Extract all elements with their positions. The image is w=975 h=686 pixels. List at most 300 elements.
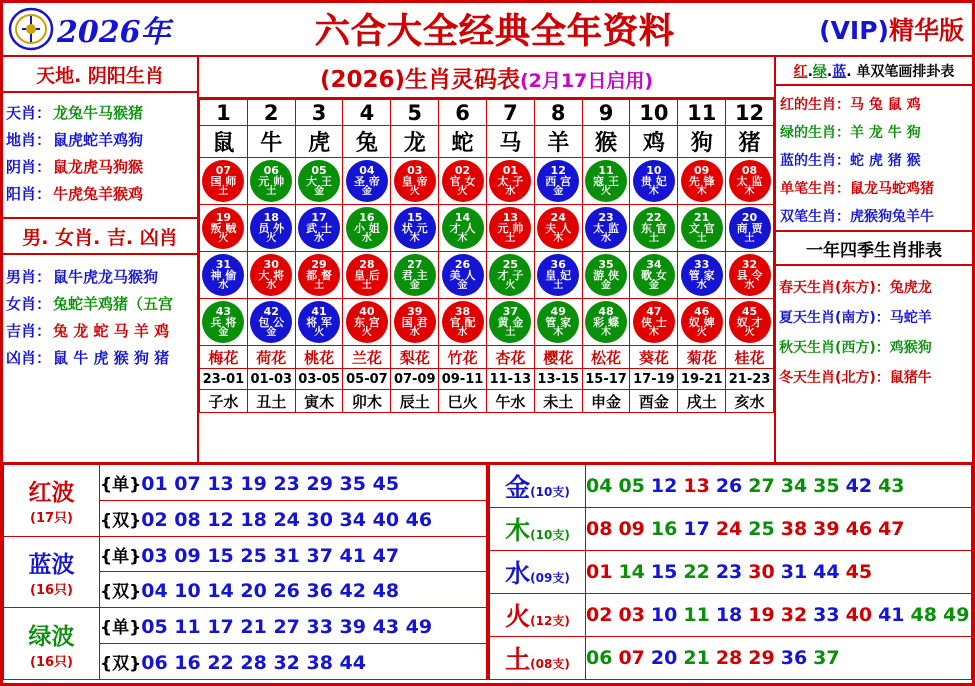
wave-label — [4, 465, 100, 537]
number: 05 — [618, 475, 645, 497]
center-panel — [199, 57, 776, 462]
ball-cell — [678, 205, 726, 252]
ball-cell — [391, 299, 439, 346]
ball-number: 42 — [263, 305, 279, 318]
ball-cell — [295, 252, 343, 299]
header-cell: 1 — [200, 100, 248, 126]
element-numbers — [586, 465, 972, 508]
number-ball[interactable] — [729, 207, 771, 249]
wave-count: (16只) — [30, 582, 73, 598]
row-value: 鼠牛虎龙马猴狗 — [53, 268, 159, 286]
number-ball[interactable] — [250, 160, 292, 202]
ball-element: 火 — [696, 327, 707, 338]
wave-row — [4, 608, 487, 644]
number: 04 — [586, 475, 613, 497]
number-ball[interactable] — [681, 254, 723, 296]
ball-cell — [726, 158, 774, 205]
ball-element: 火 — [505, 280, 516, 291]
row-value: 龙兔牛马猴猪 — [53, 104, 144, 122]
number-ball[interactable] — [537, 254, 579, 296]
ball-element: 土 — [314, 280, 325, 291]
ball-number: 19 — [215, 211, 232, 224]
number: 08 — [586, 518, 613, 540]
row-text: 红的生肖：马 兔 鼠 鸡 — [780, 97, 921, 113]
element-numbers — [586, 637, 972, 680]
time-cell: 19-21 — [678, 369, 726, 390]
number-ball[interactable] — [250, 301, 292, 343]
ball-number: 35 — [598, 258, 614, 271]
zodiac-cell: 蛇 — [439, 126, 487, 158]
zodiac-cell: 兔 — [343, 126, 391, 158]
element-cell: 丑土 — [247, 390, 295, 413]
element-cell: 卯木 — [343, 390, 391, 413]
ball-element: 水 — [266, 280, 277, 291]
ball-element: 火 — [266, 233, 277, 244]
number-ball[interactable] — [633, 254, 675, 296]
table-row-times — [200, 369, 774, 390]
left-rows-2 — [3, 255, 197, 371]
ball-title: 美 人 — [449, 269, 476, 282]
header-cell: 9 — [582, 100, 630, 126]
row-key: 天肖： — [6, 104, 52, 122]
ball-element: 木 — [553, 327, 564, 338]
ball-element: 水 — [696, 280, 707, 291]
brand-logo-icon — [7, 7, 55, 51]
ball-number: 30 — [263, 258, 279, 271]
number: 12 — [650, 475, 678, 497]
ball-element: 水 — [409, 327, 420, 338]
number-ball[interactable] — [537, 160, 579, 202]
number: 17 — [683, 518, 710, 540]
ball-number: 40 — [359, 305, 375, 318]
number-ball[interactable] — [346, 160, 388, 202]
element-name: 金 — [505, 473, 531, 502]
flower-cell: 梅花 — [200, 346, 248, 369]
zodiac-cell: 猴 — [582, 126, 630, 158]
lucky-code-table — [199, 99, 774, 413]
ball-number: 27 — [407, 258, 423, 271]
element-row — [490, 508, 972, 551]
year-label: 2026年 — [57, 15, 171, 50]
number-ball[interactable] — [202, 254, 244, 296]
ball-cell — [200, 158, 248, 205]
season-row: 冬天生肖(北方)：鼠猪牛 — [779, 370, 932, 386]
left-rows-1 — [3, 93, 197, 217]
ball-number: 10 — [646, 164, 662, 177]
ball-cell — [726, 205, 774, 252]
number-ball[interactable] — [681, 301, 723, 343]
zodiac-cell: 羊 — [534, 126, 582, 158]
ball-element: 金 — [218, 327, 229, 338]
wave-label — [4, 536, 100, 608]
right-rows-1 — [776, 86, 972, 230]
ball-title: 奴 婢 — [688, 316, 715, 329]
ball-cell — [343, 252, 391, 299]
left-row — [3, 180, 197, 207]
time-cell: 07-09 — [391, 369, 439, 390]
row-key: 男肖： — [6, 268, 52, 286]
number-ball[interactable] — [537, 207, 579, 249]
number: 22 — [683, 561, 710, 583]
number-ball[interactable] — [681, 160, 723, 202]
number-ball[interactable] — [537, 301, 579, 343]
right-row — [776, 174, 972, 202]
number: 28 — [715, 647, 743, 669]
ball-number: 37 — [502, 305, 519, 318]
title-part-blue: 蓝 — [832, 64, 847, 80]
number: 15 — [650, 561, 678, 583]
ball-element: 木 — [744, 186, 755, 197]
ball-title: 彩 蝶 — [593, 316, 619, 329]
flower-cell: 樱花 — [534, 346, 582, 369]
parity-tag: {双} — [100, 510, 142, 531]
ball-title: 奴 才 — [736, 316, 763, 329]
ball-number: 18 — [263, 211, 279, 224]
element-cell: 巳火 — [439, 390, 487, 413]
number-ball[interactable] — [202, 160, 244, 202]
ball-title: 官 配 — [449, 316, 476, 329]
zodiac-cell: 猪 — [726, 126, 774, 158]
number-ball[interactable] — [250, 254, 292, 296]
ball-number: 49 — [550, 305, 566, 318]
left-row — [3, 99, 197, 126]
flower-cell: 菊花 — [678, 346, 726, 369]
parity-tag: {双} — [100, 582, 142, 603]
row-value: 鼠龙虎马狗猴 — [53, 158, 144, 176]
flower-cell: 兰花 — [343, 346, 391, 369]
number-ball[interactable] — [346, 207, 388, 249]
ball-title: 皇 妃 — [545, 269, 572, 282]
element-row — [490, 551, 972, 594]
number-ball[interactable] — [298, 160, 340, 202]
ball-number: 28 — [359, 258, 375, 271]
ball-number: 11 — [598, 164, 614, 177]
ball-element: 木 — [648, 327, 659, 338]
wave-label — [4, 608, 100, 680]
right-section-title-1: 红.绿.蓝. 单双笔画排卦表 — [776, 57, 972, 86]
ball-number: 14 — [454, 211, 471, 224]
row-key: 阴肖： — [6, 158, 52, 176]
title-part-rest: . 单双笔画排卦表 — [846, 64, 955, 80]
ball-title: 太 监 — [593, 222, 619, 235]
header-cell: 10 — [630, 100, 678, 126]
number-ball[interactable] — [298, 254, 340, 296]
ball-cell — [486, 205, 534, 252]
ball-title: 员 外 — [258, 222, 285, 235]
ball-element: 金 — [266, 327, 277, 338]
ball-title: 都 督 — [306, 269, 332, 282]
ball-cell — [486, 252, 534, 299]
element-count: (09支) — [530, 571, 570, 585]
ball-cell — [343, 158, 391, 205]
number-ball[interactable] — [729, 301, 771, 343]
left-row — [3, 317, 197, 344]
flower-cell: 松花 — [582, 346, 630, 369]
number-ball[interactable] — [394, 254, 436, 296]
ball-number: 41 — [311, 305, 327, 318]
ball-cell — [439, 205, 487, 252]
number-ball[interactable] — [346, 301, 388, 343]
number: 32 — [780, 604, 808, 626]
parity-tag: {单} — [100, 474, 142, 495]
zodiac-cell: 牛 — [247, 126, 295, 158]
row-text: 单笔生肖：鼠龙马蛇鸡猪 — [780, 181, 934, 197]
ball-title: 太 监 — [736, 175, 763, 188]
row-key: 地肖： — [6, 131, 52, 149]
ball-title: 叛 贼 — [210, 222, 237, 235]
ball-number: 38 — [454, 305, 471, 318]
ball-element: 土 — [648, 233, 659, 244]
table-row-balls — [200, 205, 774, 252]
element-cell: 子水 — [200, 390, 248, 413]
ball-number: 12 — [550, 164, 566, 177]
ball-element: 木 — [696, 186, 707, 197]
left-row — [3, 153, 197, 180]
ball-number: 16 — [359, 211, 375, 224]
ball-title: 状 元 — [401, 222, 428, 235]
wave-numbers — [100, 500, 487, 536]
element-cell: 申金 — [582, 390, 630, 413]
number: 42 — [845, 475, 873, 497]
ball-cell — [247, 158, 295, 205]
ball-element: 火 — [744, 327, 755, 338]
number-ball[interactable] — [489, 301, 531, 343]
right-row — [776, 202, 972, 230]
ball-element: 土 — [696, 233, 707, 244]
ball-element: 水 — [218, 280, 229, 291]
ball-number: 39 — [407, 305, 423, 318]
element-row — [490, 465, 972, 508]
ball-title: 元 帅 — [497, 222, 524, 235]
ball-title: 文 官 — [688, 222, 715, 235]
number-ball[interactable] — [394, 301, 436, 343]
number-ball[interactable] — [202, 301, 244, 343]
element-name: 木 — [505, 516, 531, 545]
ball-element: 木 — [457, 233, 468, 244]
number-ball[interactable] — [202, 207, 244, 249]
row-value: 鼠虎蛇羊鸡狗 — [53, 131, 144, 149]
header-cell: 8 — [534, 100, 582, 126]
ball-cell — [486, 158, 534, 205]
ball-title: 兵 将 — [210, 316, 237, 329]
number-ball[interactable] — [729, 254, 771, 296]
ball-cell — [439, 299, 487, 346]
header-cell: 12 — [726, 100, 774, 126]
ball-element: 金 — [314, 186, 325, 197]
ball-cell — [439, 158, 487, 205]
number: 02 — [586, 604, 613, 626]
edition-text: 精华版 — [888, 16, 964, 45]
ball-title: 贵 妃 — [640, 175, 667, 188]
ball-title: 管 家 — [545, 316, 572, 329]
number-ball[interactable] — [585, 301, 627, 343]
element-cell: 戌土 — [678, 390, 726, 413]
row-key: 阳肖： — [6, 185, 52, 203]
number: 14 — [618, 561, 645, 583]
number: 35 — [813, 475, 840, 497]
number-ball[interactable] — [633, 160, 675, 202]
number: 48 — [910, 604, 937, 626]
number-ball[interactable] — [489, 207, 531, 249]
header-cell: 11 — [678, 100, 726, 126]
ball-number: 36 — [550, 258, 566, 271]
table-row-balls — [200, 299, 774, 346]
number-list: 02 08 12 18 24 30 34 40 46 — [141, 508, 433, 531]
wave-row — [4, 536, 487, 572]
number-ball[interactable] — [442, 254, 484, 296]
number: 36 — [780, 647, 808, 669]
element-numbers — [586, 594, 972, 637]
element-cell: 寅木 — [295, 390, 343, 413]
number-ball[interactable] — [585, 207, 627, 249]
ball-number: 45 — [741, 305, 758, 318]
number-ball[interactable] — [394, 160, 436, 202]
ball-cell — [534, 299, 582, 346]
ball-element: 土 — [266, 186, 277, 197]
number-ball[interactable] — [442, 301, 484, 343]
element-label — [490, 594, 586, 637]
left-panel — [3, 57, 199, 462]
element-numbers — [586, 508, 972, 551]
left-row — [3, 290, 197, 317]
number-ball[interactable] — [250, 207, 292, 249]
ball-element: 土 — [744, 233, 755, 244]
right-row — [776, 118, 972, 146]
time-cell: 17-19 — [630, 369, 678, 390]
ball-title: 元 帅 — [258, 175, 285, 188]
number-ball[interactable] — [298, 301, 340, 343]
element-cell: 辰土 — [391, 390, 439, 413]
vip-text: (VIP) — [819, 16, 889, 45]
element-label — [490, 508, 586, 551]
number-ball[interactable] — [298, 207, 340, 249]
ball-element: 金 — [409, 280, 420, 291]
ball-element: 木 — [648, 186, 659, 197]
number-ball[interactable] — [633, 301, 675, 343]
ball-cell — [200, 205, 248, 252]
ball-title: 国 君 — [401, 316, 428, 329]
row-value: 牛虎兔羊猴鸡 — [53, 185, 144, 203]
ball-title: 寇 王 — [593, 175, 619, 188]
ball-cell — [726, 299, 774, 346]
number-ball[interactable] — [633, 207, 675, 249]
wave-numbers — [100, 608, 487, 644]
row-value: 鼠 牛 虎 猴 狗 猪 — [53, 349, 170, 367]
number-ball[interactable] — [585, 254, 627, 296]
title-part-green: 绿 — [812, 64, 827, 80]
number-ball[interactable] — [394, 207, 436, 249]
ball-title: 圣 帝 — [353, 175, 380, 188]
number: 30 — [748, 561, 775, 583]
number: 29 — [748, 647, 775, 669]
element-row — [490, 637, 972, 680]
ball-title: 东 宫 — [353, 316, 380, 329]
wave-count: (16只) — [30, 654, 73, 670]
ball-title: 县 令 — [736, 269, 763, 282]
season-row: 夏天生肖(南方)：马蛇羊 — [779, 310, 932, 326]
ball-cell — [582, 205, 630, 252]
number: 37 — [813, 647, 840, 669]
wave-name: 绿波 — [28, 623, 75, 650]
ball-cell — [247, 299, 295, 346]
left-section-title-1: 天地. 阴阳生肖 — [3, 57, 197, 93]
number: 09 — [618, 518, 645, 540]
element-table — [489, 464, 972, 680]
ball-element: 土 — [553, 280, 564, 291]
lucky-code-title-main: (2026)生肖灵码表 — [319, 67, 520, 93]
ball-number: 31 — [215, 258, 232, 271]
number-ball[interactable] — [346, 254, 388, 296]
number-ball[interactable] — [681, 207, 723, 249]
ball-number: 32 — [741, 258, 758, 271]
ball-cell — [247, 205, 295, 252]
right-row — [776, 90, 972, 118]
ball-cell — [486, 299, 534, 346]
vip-badge — [819, 11, 968, 47]
ball-number: 15 — [407, 211, 423, 224]
time-cell: 13-15 — [534, 369, 582, 390]
ball-title: 夫 人 — [545, 222, 572, 235]
wave-numbers — [100, 644, 487, 680]
number-list: 05 11 17 21 27 33 39 43 49 — [141, 616, 433, 639]
ball-cell — [295, 205, 343, 252]
ball-cell — [200, 299, 248, 346]
number-ball[interactable] — [442, 207, 484, 249]
ball-number: 20 — [741, 211, 758, 224]
body-row — [3, 57, 972, 462]
ball-element: 水 — [361, 233, 372, 244]
number: 25 — [748, 518, 775, 540]
header-cell: 2 — [247, 100, 295, 126]
number: 06 — [586, 647, 613, 669]
number: 47 — [878, 518, 905, 540]
zodiac-cell: 鼠 — [200, 126, 248, 158]
number-ball[interactable] — [489, 160, 531, 202]
ball-title: 国 师 — [210, 175, 237, 188]
number-ball[interactable] — [489, 254, 531, 296]
row-text: 绿的生肖：羊 龙 牛 狗 — [780, 125, 921, 141]
ball-number: 43 — [215, 305, 232, 318]
time-cell: 11-13 — [486, 369, 534, 390]
element-label — [490, 637, 586, 680]
ball-number: 02 — [454, 164, 471, 177]
number: 03 — [618, 604, 645, 626]
wave-name: 蓝波 — [28, 551, 75, 578]
ball-title: 皇 帝 — [401, 175, 428, 188]
number-ball[interactable] — [442, 160, 484, 202]
zodiac-cell: 鸡 — [630, 126, 678, 158]
number-ball[interactable] — [729, 160, 771, 202]
number: 13 — [683, 475, 710, 497]
header-cell: 5 — [391, 100, 439, 126]
ball-element: 水 — [601, 233, 612, 244]
ball-rows — [200, 158, 774, 346]
ball-number: 04 — [359, 164, 375, 177]
zodiac-cell: 龙 — [391, 126, 439, 158]
flower-cell: 桃花 — [295, 346, 343, 369]
bottom-row — [3, 462, 972, 680]
wave-numbers — [100, 572, 487, 608]
ball-cell — [534, 252, 582, 299]
season-row: 秋天生肖(西方)：鸡猴狗 — [779, 340, 932, 356]
ball-cell — [534, 158, 582, 205]
ball-number: 33 — [694, 258, 710, 271]
ball-cell — [678, 158, 726, 205]
right-row — [776, 146, 972, 174]
ball-cell — [582, 252, 630, 299]
left-section-title-2: 男. 女肖. 吉. 凶肖 — [3, 217, 197, 255]
number-ball[interactable] — [585, 160, 627, 202]
